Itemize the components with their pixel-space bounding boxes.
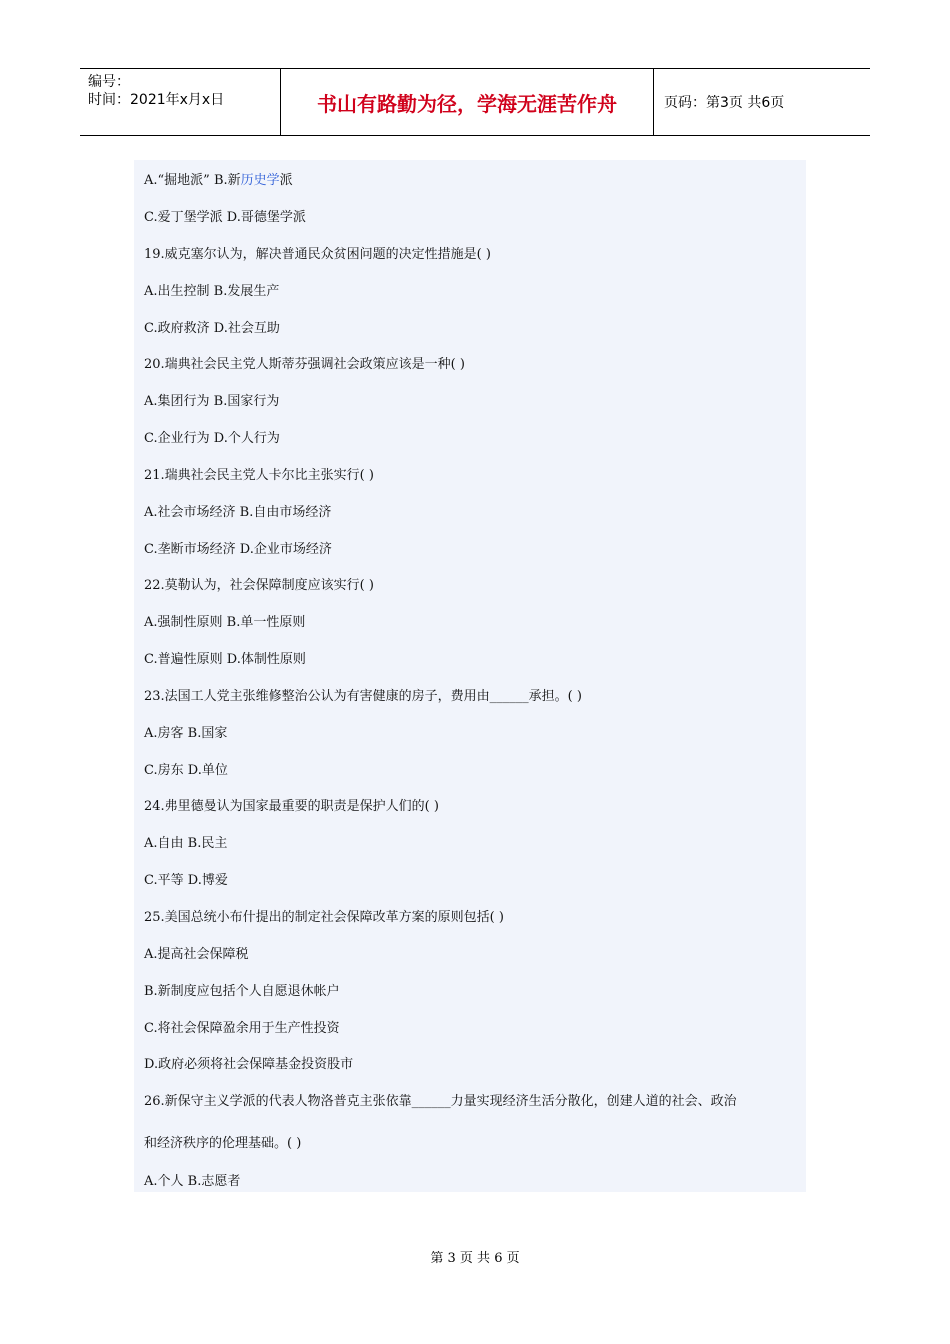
number-label: 编号： — [88, 74, 130, 90]
header-page-info: 页码：第3页 共6页 — [664, 95, 785, 111]
option-line: A.房客 B.国家 — [144, 726, 228, 741]
question-line: 24.弗里德曼认为国家最重要的职责是保护人们的( ) — [144, 799, 439, 814]
option-line: C.将社会保障盈余用于生产性投资 — [144, 1021, 340, 1036]
header-table — [80, 68, 870, 136]
option-line: A.社会市场经济 B.自由市场经济 — [144, 505, 332, 520]
option-line: A.强制性原则 B.单一性原则 — [144, 615, 306, 630]
option-line: A.个人 B.志愿者 — [144, 1174, 241, 1189]
option-line: A.自由 B.民主 — [144, 836, 228, 851]
option-line: C.普遍性原则 D.体制性原则 — [144, 652, 306, 667]
question-content — [134, 160, 806, 1192]
option-line: C.房东 D.单位 — [144, 763, 228, 778]
option-line: D.政府必须将社会保障基金投资股市 — [144, 1057, 354, 1072]
header-motto: 书山有路勤为径，学海无涯苦作舟 — [281, 69, 654, 135]
question-line: 20.瑞典社会民主党人斯蒂芬强调社会政策应该是一种( ) — [144, 357, 465, 372]
question-line: 23.法国工人党主张维修整治公认为有害健康的房子，费用由______承担。( ) — [144, 689, 582, 704]
option-line: A.提高社会保障税 — [144, 947, 249, 962]
question-line: 19.威克塞尔认为，解决普通民众贫困问题的决定性措施是( ) — [144, 247, 491, 262]
header-meta — [80, 69, 281, 135]
option-line: C.垄断市场经济 D.企业市场经济 — [144, 542, 332, 557]
option-line: C.企业行为 D.个人行为 — [144, 431, 280, 446]
question-line: 和经济秩序的伦理基础。( ) — [144, 1136, 302, 1151]
question-line: 21.瑞典社会民主党人卡尔比主张实行( ) — [144, 468, 374, 483]
option-line: C.平等 D.博爱 — [144, 873, 228, 888]
question-line: 22.莫勒认为，社会保障制度应该实行( ) — [144, 578, 374, 593]
question-line: 26.新保守主义学派的代表人物洛普克主张依靠______力量实现经济生活分散化，创建人道的社会、政治 — [144, 1094, 737, 1109]
history-link[interactable]: 历史学 — [240, 173, 280, 188]
option-line: B.新制度应包括个人自愿退休帐户 — [144, 984, 340, 999]
option-line: A.“掘地派” B.新历史学派 — [144, 173, 293, 188]
page-footer: 第 3 页 共 6 页 — [430, 1251, 520, 1266]
option-line: C.政府救济 D.社会互助 — [144, 321, 280, 336]
question-line: 25.美国总统小布什提出的制定社会保障改革方案的原则包括( ) — [144, 910, 504, 925]
option-line: A.出生控制 B.发展生产 — [144, 284, 280, 299]
option-line: A.集团行为 B.国家行为 — [144, 394, 280, 409]
time-label: 时间：2021年x月x日 — [88, 92, 225, 108]
option-line: C.爱丁堡学派 D.哥德堡学派 — [144, 210, 306, 225]
